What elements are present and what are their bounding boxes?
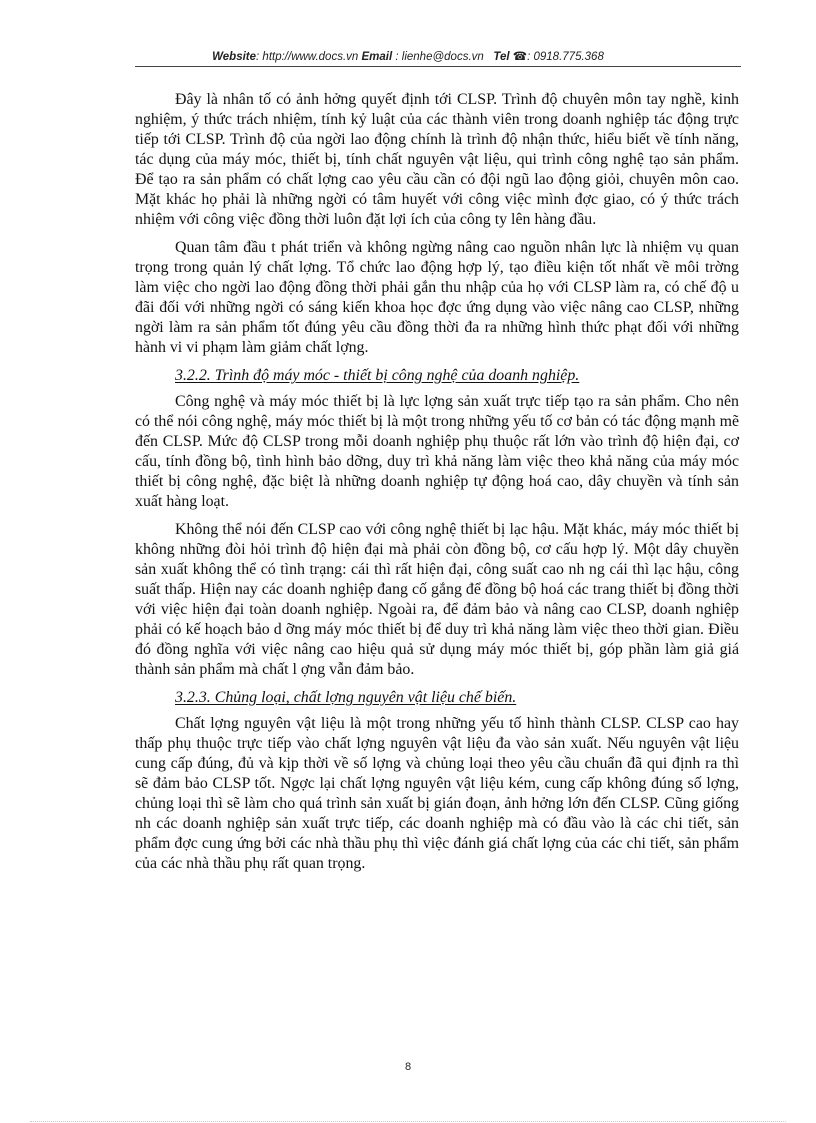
tel-label: Tel (493, 51, 510, 63)
phone-icon: ☎ (512, 51, 528, 63)
tel-value: : 0918.775.368 (527, 51, 604, 63)
website-value: : http://www.docs.vn (256, 51, 359, 63)
document-body (135, 90, 739, 882)
email-label: Email (361, 51, 393, 63)
website-label: Website (212, 51, 257, 63)
paragraph-5: Chất lợng nguyên vật liệu là một trong những yếu tố hình thành CLSP. CLSP cao hay thấp phụ thuộc trực tiếp vào chất lợng nguyên vật liệu đa vào sản xuất. Nếu nguyên vật liệu cung cấp đúng, đủ và kịp thời về số lợng và chủng loại theo yêu cầu chuẩn đã qui định ra thì sẽ đảm bảo CLSP tốt. Ngợc lại chất lợng nguyên vật liệu kém, cung cấp không đúng số lợng, chủng loại thì sẽ làm cho quá trình sản xuất bị gián đoạn, ảnh hởng lớn đến CLSP. Cũng giống nh các doanh nghiệp sản xuất trực tiếp, các doanh nghiệp mà có đầu vào là các chi tiết, sản phẩm đợc cung ứng bởi các nhà thầu phụ thì việc đánh giá chất lợng của các chi tiết, sản phẩm của các nhà thầu phụ rất quan trọng. (135, 715, 739, 872)
footer-divider (30, 1121, 786, 1122)
paragraph-4: Không thể nói đến CLSP cao với công nghệ thiết bị lạc hậu. Mặt khác, máy móc thiết bị không những đòi hỏi trình độ hiện đại mà phải còn đồng bộ, cơ cấu hợp lý. Một dây chuyền sản xuất không thể có tình trạng: cái thì rất hiện đại, công suất cao nh ng cái thì lạc hậu, công suất thấp. Hiện nay các doanh nghiệp đang cố gắng để đồng bộ hoá các trang thiết bị đồng thời với việc hiện đại toàn doanh nghiệp. Ngoài ra, để đảm bảo và nâng cao CLSP, doanh nghiệp phải có kế hoạch bảo d ỡng máy móc thiết bị để duy trì khả năng làm việc theo thời gian. Điều đó đồng nghĩa với việc nâng cao hiệu quả sử dụng máy móc thiết bị, góp phần làm giả giá thành sản phẩm mà chất l ợng vẫn đảm bảo. (135, 521, 739, 678)
paragraph-2: Quan tâm đầu t phát triển và không ngừng nâng cao nguồn nhân lực là nhiệm vụ quan trọng trong quản lý chất lợng. Tổ chức lao động hợp lý, tạo điều kiện tốt nhất về môi trờng làm việc cho ngời lao động đồng thời phải gắn thu nhập của họ với CLSP làm ra, có chế độ u đãi đối với những ngời có sáng kiến khoa học đợc ứng dụng vào việc nâng cao CLSP, những ngời làm ra sản phẩm tốt đúng yêu cầu đồng thời đa ra những hình thức phạt đối với những hành vi vi phạm làm giảm chất lợng. (135, 239, 739, 356)
section-heading-3-2-3: 3.2.3. Chủng loại, chất lợng nguyên vật liệu chế biến. (175, 689, 517, 706)
section-heading-3-2-2: 3.2.2. Trình độ máy móc - thiết bị công nghệ của doanh nghiệp. (175, 367, 580, 384)
paragraph-3: Công nghệ và máy móc thiết bị là lực lợng sản xuất trực tiếp tạo ra sản phẩm. Cho nên có thể nói công nghệ, máy móc thiết bị là một trong những yếu tố cơ bản có tác động mạnh mẽ đến CLSP. Mức độ CLSP trong mỗi doanh nghiệp phụ thuộc rất lớn vào trình độ hiện đại, cơ cấu, tính đồng bộ, tình hình bảo dỡng, duy trì khả năng làm việc theo khả năng của máy móc thiết bị công nghệ, đặc biệt là những doanh nghiệp tự động hoá cao, dây chuyền và tính sản xuất hàng loạt. (135, 393, 739, 510)
paragraph-1: Đây là nhân tố có ảnh hởng quyết định tới CLSP. Trình độ chuyên môn tay nghề, kinh nghiệm, ý thức trách nhiệm, tính kỷ luật của các thành viên trong doanh nghiệp tác động trực tiếp tới CLSP. Trình độ của ngời lao động chính là trình độ nhận thức, hiểu biết về tính năng, tác dụng của máy móc, thiết bị, tính chất nguyên vật liệu, qui trình công nghệ tạo sản phẩm. Để tạo ra sản phẩm có chất lợng cao yêu cầu cần có đội ngũ lao động giỏi, chuyên môn cao. Mặt khác họ phải là những ngời có tâm huyết với công việc mình đợc giao, có ý thức trách nhiệm với công việc đồng thời luôn đặt lợi ích của công ty lên hàng đầu. (135, 91, 739, 228)
page-header (0, 49, 816, 63)
page-number: 8 (404, 1061, 412, 1073)
header-divider (135, 66, 741, 67)
email-value: : lienhe@docs.vn (395, 51, 484, 63)
